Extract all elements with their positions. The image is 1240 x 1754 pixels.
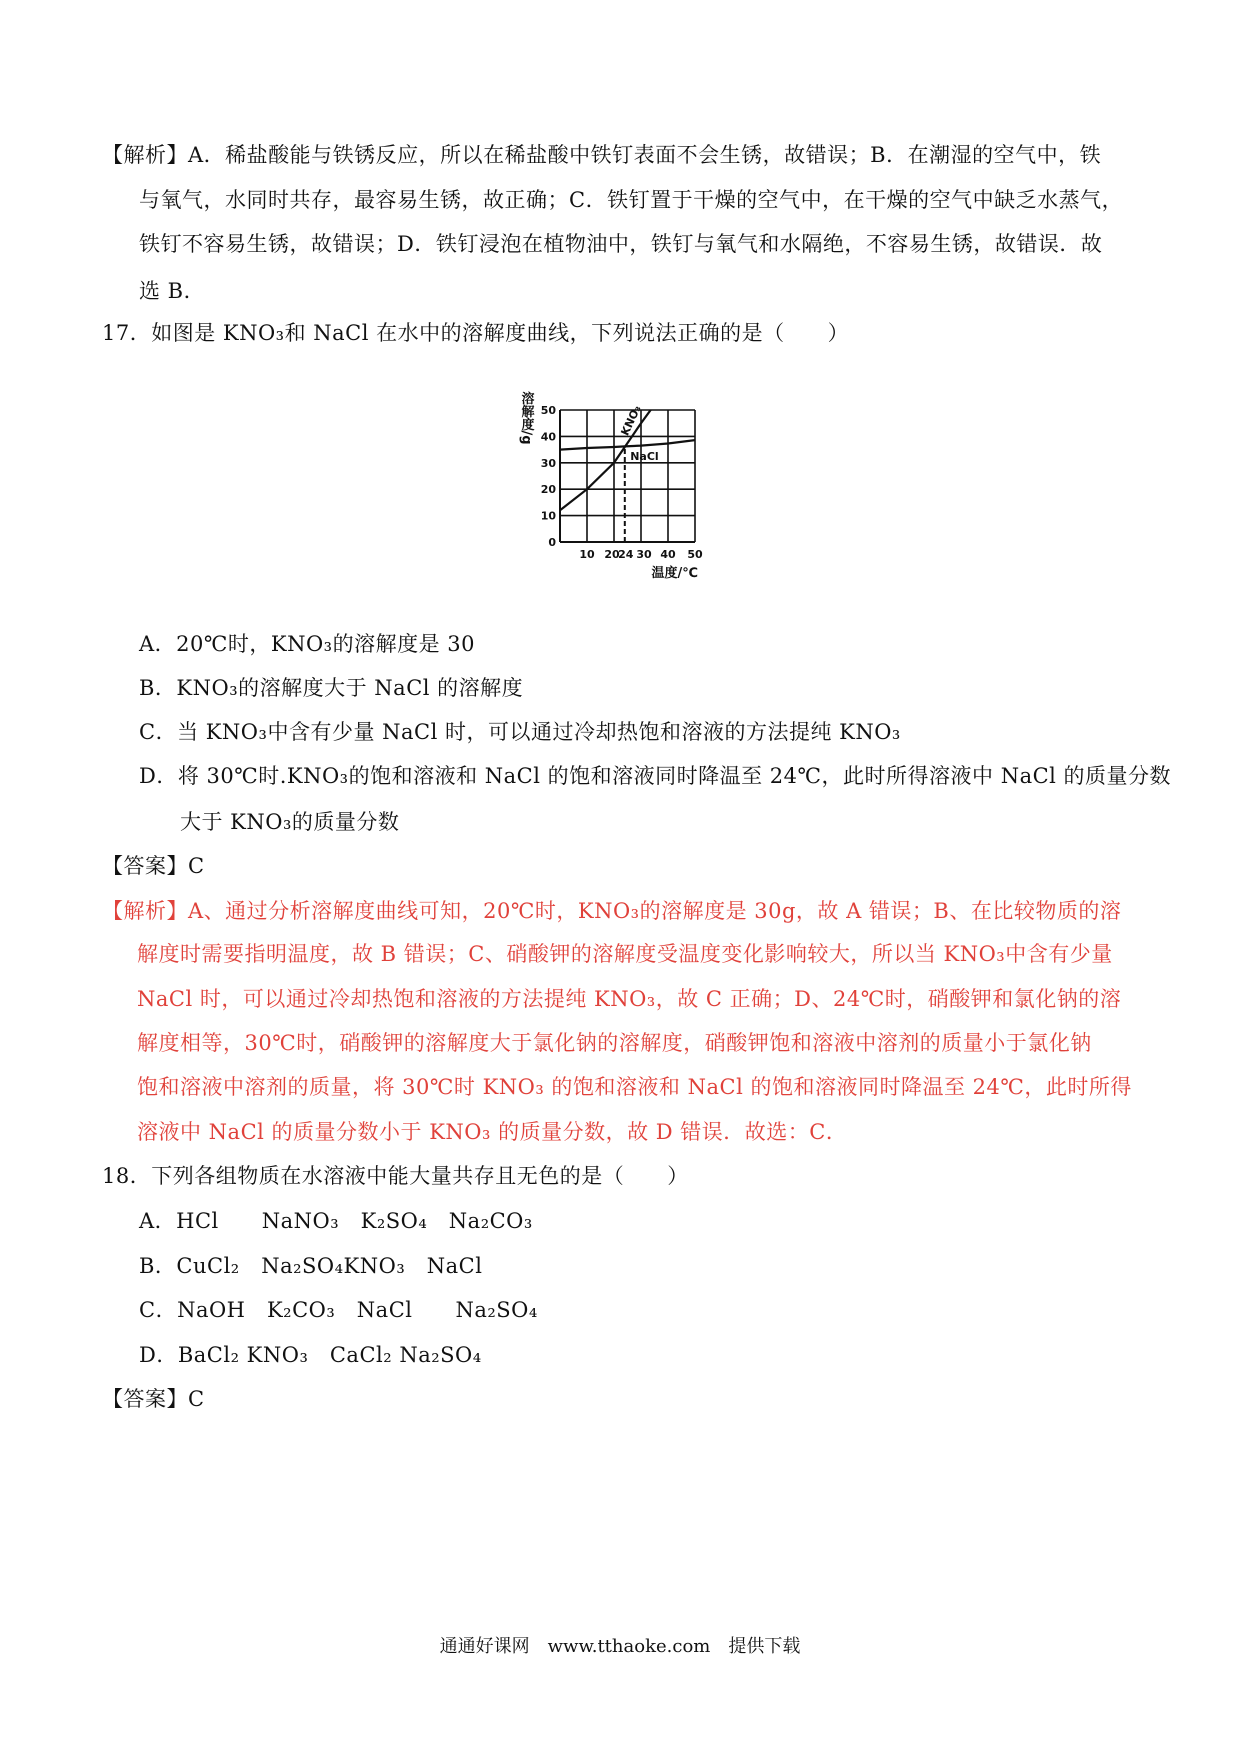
x-tick-label-20: 20 bbox=[604, 548, 620, 561]
analysis-17-line-1: 【解析】A、通过分析溶解度曲线可知，20℃时，KNO₃的溶解度是 30g，故 A 错误；B、在比较物质的溶 bbox=[102, 899, 1122, 923]
solubility-chart bbox=[510, 391, 703, 600]
question-18-stem: 18．下列各组物质在水溶液中能大量共存且无色的是（ ） bbox=[102, 1164, 689, 1188]
question-18-option-a: A．HCl NaNO₃ K₂SO₄ Na₂CO₃ bbox=[139, 1209, 533, 1233]
question-17-option-b: B．KNO₃的溶解度大于 NaCl 的溶解度 bbox=[139, 676, 524, 700]
question-18-option-b: B．CuCl₂ Na₂SO₄KNO₃ NaCl bbox=[139, 1254, 483, 1278]
question-17-option-d-line-1: D．将 30℃时.KNO₃的饱和溶液和 NaCl 的饱和溶液同时降温至 24℃，此时所得溶液中 NaCl 的质量分数 bbox=[139, 764, 1172, 788]
series-label-nacl: NaCl bbox=[630, 450, 659, 464]
y-tick-label-0: 0 bbox=[548, 536, 556, 549]
question-17-answer: 【答案】C bbox=[102, 854, 205, 878]
x-tick-label-30: 30 bbox=[636, 548, 652, 561]
analysis-16-line-1: 【解析】A．稀盐酸能与铁锈反应，所以在稀盐酸中铁钉表面不会生锈，故错误；B．在潮湿的空气中，铁 bbox=[102, 143, 1102, 167]
question-18-option-c: C．NaOH K₂CO₃ NaCl Na₂SO₄ bbox=[139, 1298, 538, 1322]
question-18-option-d: D．BaCl₂ KNO₃ CaCl₂ Na₂SO₄ bbox=[139, 1343, 482, 1367]
x-axis-label: 温度/℃ bbox=[651, 566, 698, 581]
question-17-option-c: C．当 KNO₃中含有少量 NaCl 时，可以通过冷却热饱和溶液的方法提纯 KNO₃ bbox=[139, 720, 901, 744]
question-17-option-a: A．20℃时，KNO₃的溶解度是 30 bbox=[139, 632, 475, 656]
analysis-17-line-5: 饱和溶液中溶剂的质量，将 30℃时 KNO₃ 的饱和溶液和 NaCl 的饱和溶液同时降温至 24℃，此时所得 bbox=[137, 1075, 1132, 1099]
y-tick-label-40: 40 bbox=[540, 430, 556, 444]
chart-labels bbox=[519, 391, 703, 581]
y-tick-label-20: 20 bbox=[540, 483, 556, 497]
question-18-answer: 【答案】C bbox=[102, 1387, 205, 1411]
series-label-kno3: KNO₃ bbox=[618, 403, 644, 438]
x-tick-label-40: 40 bbox=[660, 548, 676, 561]
question-17-stem: 17．如图是 KNO₃和 NaCl 在水中的溶解度曲线，下列说法正确的是（ ） bbox=[102, 321, 850, 345]
question-17-option-d-line-2: 大于 KNO₃的质量分数 bbox=[180, 810, 400, 834]
y-tick-label-50: 50 bbox=[540, 404, 556, 417]
analysis-16-line-2: 与氧气，水同时共存，最容易生锈，故正确；C．铁钉置于干燥的空气中，在干燥的空气中缺乏水蒸气， bbox=[139, 188, 1124, 212]
analysis-17-line-6: 溶液中 NaCl 的质量分数小于 KNO₃ 的质量分数，故 D 错误．故选：C． bbox=[137, 1120, 848, 1144]
analysis-16-line-3: 铁钉不容易生锈，故错误；D．铁钉浸泡在植物油中，铁钉与氧气和水隔绝，不容易生锈，故错误．故 bbox=[139, 232, 1103, 256]
analysis-17-line-2: 解度时需要指明温度，故 B 错误；C、硝酸钾的溶解度受温度变化影响较大，所以当 KNO₃中含有少量 bbox=[137, 942, 1113, 966]
analysis-17-line-4: 解度相等，30℃时，硝酸钾的溶解度大于氯化钠的溶解度，硝酸钾饱和溶液中溶剂的质量小于氯化钠 bbox=[137, 1031, 1092, 1055]
y-tick-label-30: 30 bbox=[540, 456, 556, 470]
y-tick-label-10: 10 bbox=[540, 509, 556, 523]
x-tick-label-24: 24 bbox=[618, 548, 634, 561]
analysis-16-line-4: 选 B． bbox=[139, 279, 206, 303]
x-tick-label-50: 50 bbox=[687, 548, 703, 561]
x-tick-label-10: 10 bbox=[579, 548, 595, 561]
analysis-17-line-3: NaCl 时，可以通过冷却热饱和溶液的方法提纯 KNO₃，故 C 正确；D、24℃时，硝酸钾和氯化钠的溶 bbox=[137, 987, 1122, 1011]
y-axis-label: 溶解度/g bbox=[518, 391, 534, 445]
page-footer: 通通好课网 www.tthaoke.com 提供下载 bbox=[439, 1636, 801, 1657]
